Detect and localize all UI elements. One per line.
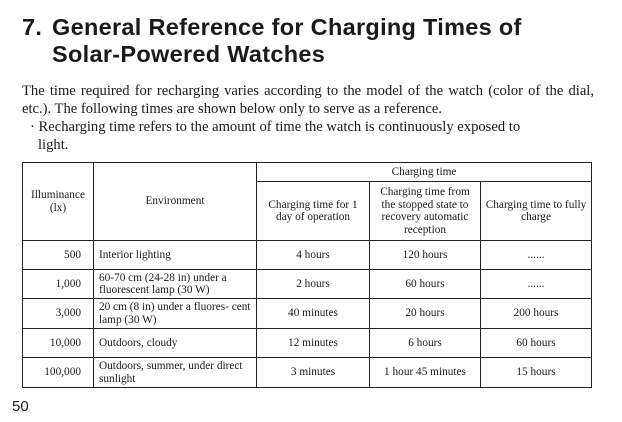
- cell-env: 60-70 cm (24-28 in) under a fluorescent lamp (30 W): [94, 270, 257, 299]
- cell-lux: 3,000: [23, 299, 94, 329]
- page-number: 50: [12, 398, 29, 415]
- cell-lux: 500: [23, 241, 94, 270]
- table-row: [23, 299, 592, 329]
- cell-full: 15 hours: [481, 358, 592, 388]
- table-row: [23, 241, 592, 270]
- cell-1day: 2 hours: [257, 270, 370, 299]
- cell-1day: 3 minutes: [257, 358, 370, 388]
- section-number: 7.: [22, 14, 43, 40]
- cell-full: ......: [481, 241, 592, 270]
- cell-stopped: 60 hours: [370, 270, 481, 299]
- section-heading: [22, 14, 612, 68]
- section-heading-line1: General Reference for Charging Times of: [52, 14, 522, 40]
- cell-lux: 100,000: [23, 358, 94, 388]
- cell-full: 200 hours: [481, 299, 592, 329]
- cell-full: 60 hours: [481, 329, 592, 358]
- charging-time-table: [22, 162, 592, 388]
- header-full: Charging time to fully charge: [481, 182, 592, 241]
- cell-stopped: 20 hours: [370, 299, 481, 329]
- cell-1day: 40 minutes: [257, 299, 370, 329]
- table-row: [23, 329, 592, 358]
- cell-env: 20 cm (8 in) under a fluores- cent lamp (30 W): [94, 299, 257, 329]
- cell-lux: 10,000: [23, 329, 94, 358]
- note-line2: light.: [38, 137, 69, 153]
- header-charging-time: Charging time: [257, 163, 592, 182]
- cell-full: ......: [481, 270, 592, 299]
- cell-1day: 12 minutes: [257, 329, 370, 358]
- note-bullet: [30, 118, 592, 154]
- cell-stopped: 6 hours: [370, 329, 481, 358]
- header-environment: Environment: [94, 163, 257, 241]
- header-stopped: Charging time from the stopped state to recovery automatic reception: [370, 182, 481, 241]
- section-heading-line2: Solar-Powered Watches: [52, 41, 326, 67]
- header-illuminance: Illuminance (lx): [23, 163, 94, 241]
- note-line1: · Recharging time refers to the amount of time the watch is continuously exposed to: [30, 119, 521, 135]
- header-1day: Charging time for 1 day of operation: [257, 182, 370, 241]
- cell-stopped: 1 hour 45 minutes: [370, 358, 481, 388]
- cell-stopped: 120 hours: [370, 241, 481, 270]
- cell-1day: 4 hours: [257, 241, 370, 270]
- cell-lux: 1,000: [23, 270, 94, 299]
- intro-paragraph: The time required for recharging varies according to the model of the watch (color of the dial, etc.). The following times are shown below only to serve as a reference.: [22, 83, 594, 117]
- table-row: [23, 270, 592, 299]
- cell-env: Outdoors, summer, under direct sunlight: [94, 358, 257, 388]
- cell-env: Interior lighting: [94, 241, 257, 270]
- table-row: [23, 358, 592, 388]
- cell-env: Outdoors, cloudy: [94, 329, 257, 358]
